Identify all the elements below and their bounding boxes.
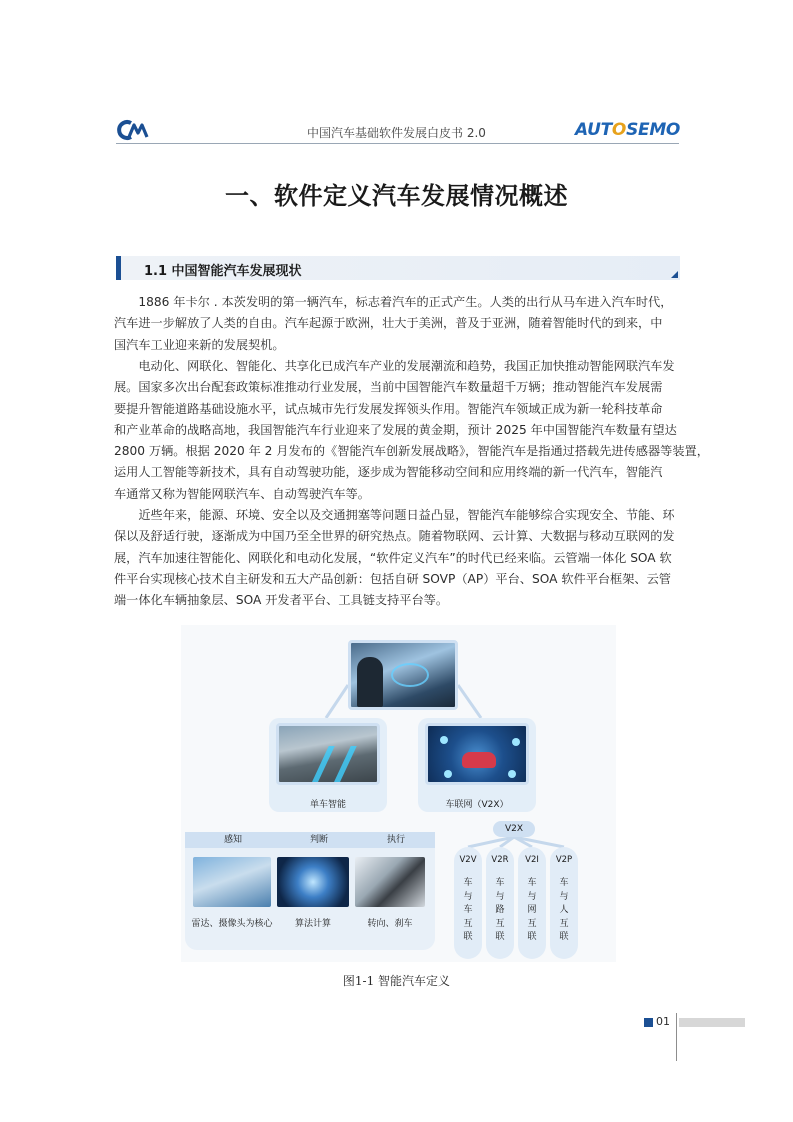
footer-divider (676, 1013, 677, 1061)
v2x-root-node: V2X (493, 821, 535, 837)
page-number: 01 (656, 1015, 670, 1028)
branch-text: 车 与 网 互 联 (527, 878, 537, 942)
single-vehicle-label: 单车智能 (309, 800, 346, 810)
car-shape (462, 752, 496, 768)
stage-caption: 算法计算 (294, 919, 331, 929)
branch-abbr: V2V (459, 855, 477, 865)
network-node (508, 770, 516, 778)
steering-image (355, 857, 425, 907)
stage-caption: 雷达、摄像头为核心 (191, 919, 273, 929)
driver-cockpit-image (348, 640, 458, 710)
branch-abbr: V2I (525, 855, 539, 865)
paragraph-2 (114, 356, 709, 505)
stage-decision: 判断 (273, 832, 365, 848)
header-divider (116, 143, 679, 144)
paragraph-line: 近些年来，能源、环境、安全以及交通拥塞等问题日益凸显，智能汽车能够综合实现安全、节能、环 (114, 508, 675, 522)
network-node (512, 738, 520, 746)
algorithm-image (277, 857, 349, 907)
v2x-branch-v2i (518, 847, 546, 959)
highway-image (276, 723, 380, 785)
section-accent (116, 256, 121, 280)
paragraph-line: 展，汽车加速往智能化、网联化和电动化发展，“软件定义汽车”的时代已经来临。云管端一体化 SOA 软 (114, 550, 672, 565)
branch-abbr: V2P (555, 855, 573, 865)
paragraph-line: 件平台实现核心技术自主研发和五大产品创新：包括自研 SOVP（AP）平台、SOA 软件平台框架、云管 (114, 571, 671, 586)
lane-line (331, 746, 357, 785)
network-node (444, 770, 452, 778)
hud-ring (391, 663, 429, 687)
paragraph-line: 汽车进一步解放了人类的自由。汽车起源于欧洲，壮大于美洲，普及于亚洲，随着智能时代的到来，中 (114, 316, 663, 331)
paragraph-line: 要提升智能道路基础设施水平，试点城市先行发展发挥领头作用。智能汽车领域正成为新一轮科技革命 (114, 401, 663, 416)
network-node (440, 736, 448, 744)
branch-abbr: V2R (491, 855, 509, 865)
paragraph-line: 车通常又称为智能网联汽车、自动驾驶汽车等。 (114, 486, 370, 501)
stage-caption: 转向、刹车 (367, 919, 413, 929)
stage-perception: 感知 (185, 832, 281, 848)
paragraph-line: 2800 万辆。根据 2020 年 2 月发布的《智能汽车创新发展战略》，智能汽车是指通过搭载先进传感器等装置， (114, 444, 709, 459)
branch-text: 车 与 车 互 联 (463, 878, 473, 942)
smart-car-figure (181, 625, 616, 962)
autosemo-logo: AUTOSEMO (575, 120, 681, 140)
paragraph-line: 运用人工智能等新技术，具有自动驾驶功能，逐步成为智能移动空间和应用终端的新一代汽车，智能汽 (114, 465, 663, 480)
section-heading: 1.1 中国智能汽车发展现状 (144, 264, 302, 279)
driver-silhouette (357, 657, 383, 707)
footer-bar (679, 1018, 745, 1027)
v2x-branch-v2r (486, 847, 514, 959)
figure-caption: 图1-1 智能汽车定义 (342, 974, 451, 988)
paragraph-line: 保以及舒适行驶，逐渐成为中国乃至全世界的研究热点。随着物联网、云计算、大数据与移动互联网的发 (114, 529, 675, 544)
paragraph-line: 和产业革命的战略高地，我国智能汽车行业迎来了发展的黄金期，预计 2025 年中国智能汽车数量有望达 (114, 422, 677, 437)
v2x-branch-v2p (550, 847, 578, 959)
v2x-label: 车联网（V2X） (445, 800, 509, 810)
v2x-branch-v2v (454, 847, 482, 959)
stage-execution: 执行 (357, 832, 435, 848)
branch-text: 车 与 路 互 联 (495, 878, 505, 942)
paragraph-line: 展。国家多次出台配套政策标准推动行业发展，当前中国智能汽车数量超千万辆；推动智能汽车发展需 (114, 380, 663, 395)
paragraph-line: 国汽车工业迎来新的发展契机。 (114, 337, 285, 352)
chapter-title: 一、软件定义汽车发展情况概述 (225, 182, 568, 210)
paragraph-3 (114, 505, 680, 611)
paragraph-1 (114, 292, 680, 356)
section-corner-triangle-icon (671, 271, 678, 278)
paragraph-line: 端一体化车辆抽象层、SOA 开发者平台、工具链支持平台等。 (114, 593, 449, 608)
paragraph-line: 电动化、网联化、智能化、共享化已成汽车产业的发展潮流和趋势，我国正加快推动智能网联汽车发 (114, 359, 675, 373)
section-heading-bar (116, 256, 680, 280)
connected-car-image (425, 723, 529, 785)
lane-line (309, 746, 335, 785)
header-title: 中国汽车基础软件发展白皮书 2.0 (307, 126, 486, 140)
paragraph-line: 1886 年卡尔 . 本茨发明的第一辆汽车，标志着汽车的正式产生。人类的出行从马车进入汽车时代， (114, 295, 673, 309)
sensor-image (193, 857, 271, 907)
branch-text: 车 与 人 互 联 (559, 878, 569, 942)
footer-square-icon (644, 1018, 653, 1027)
